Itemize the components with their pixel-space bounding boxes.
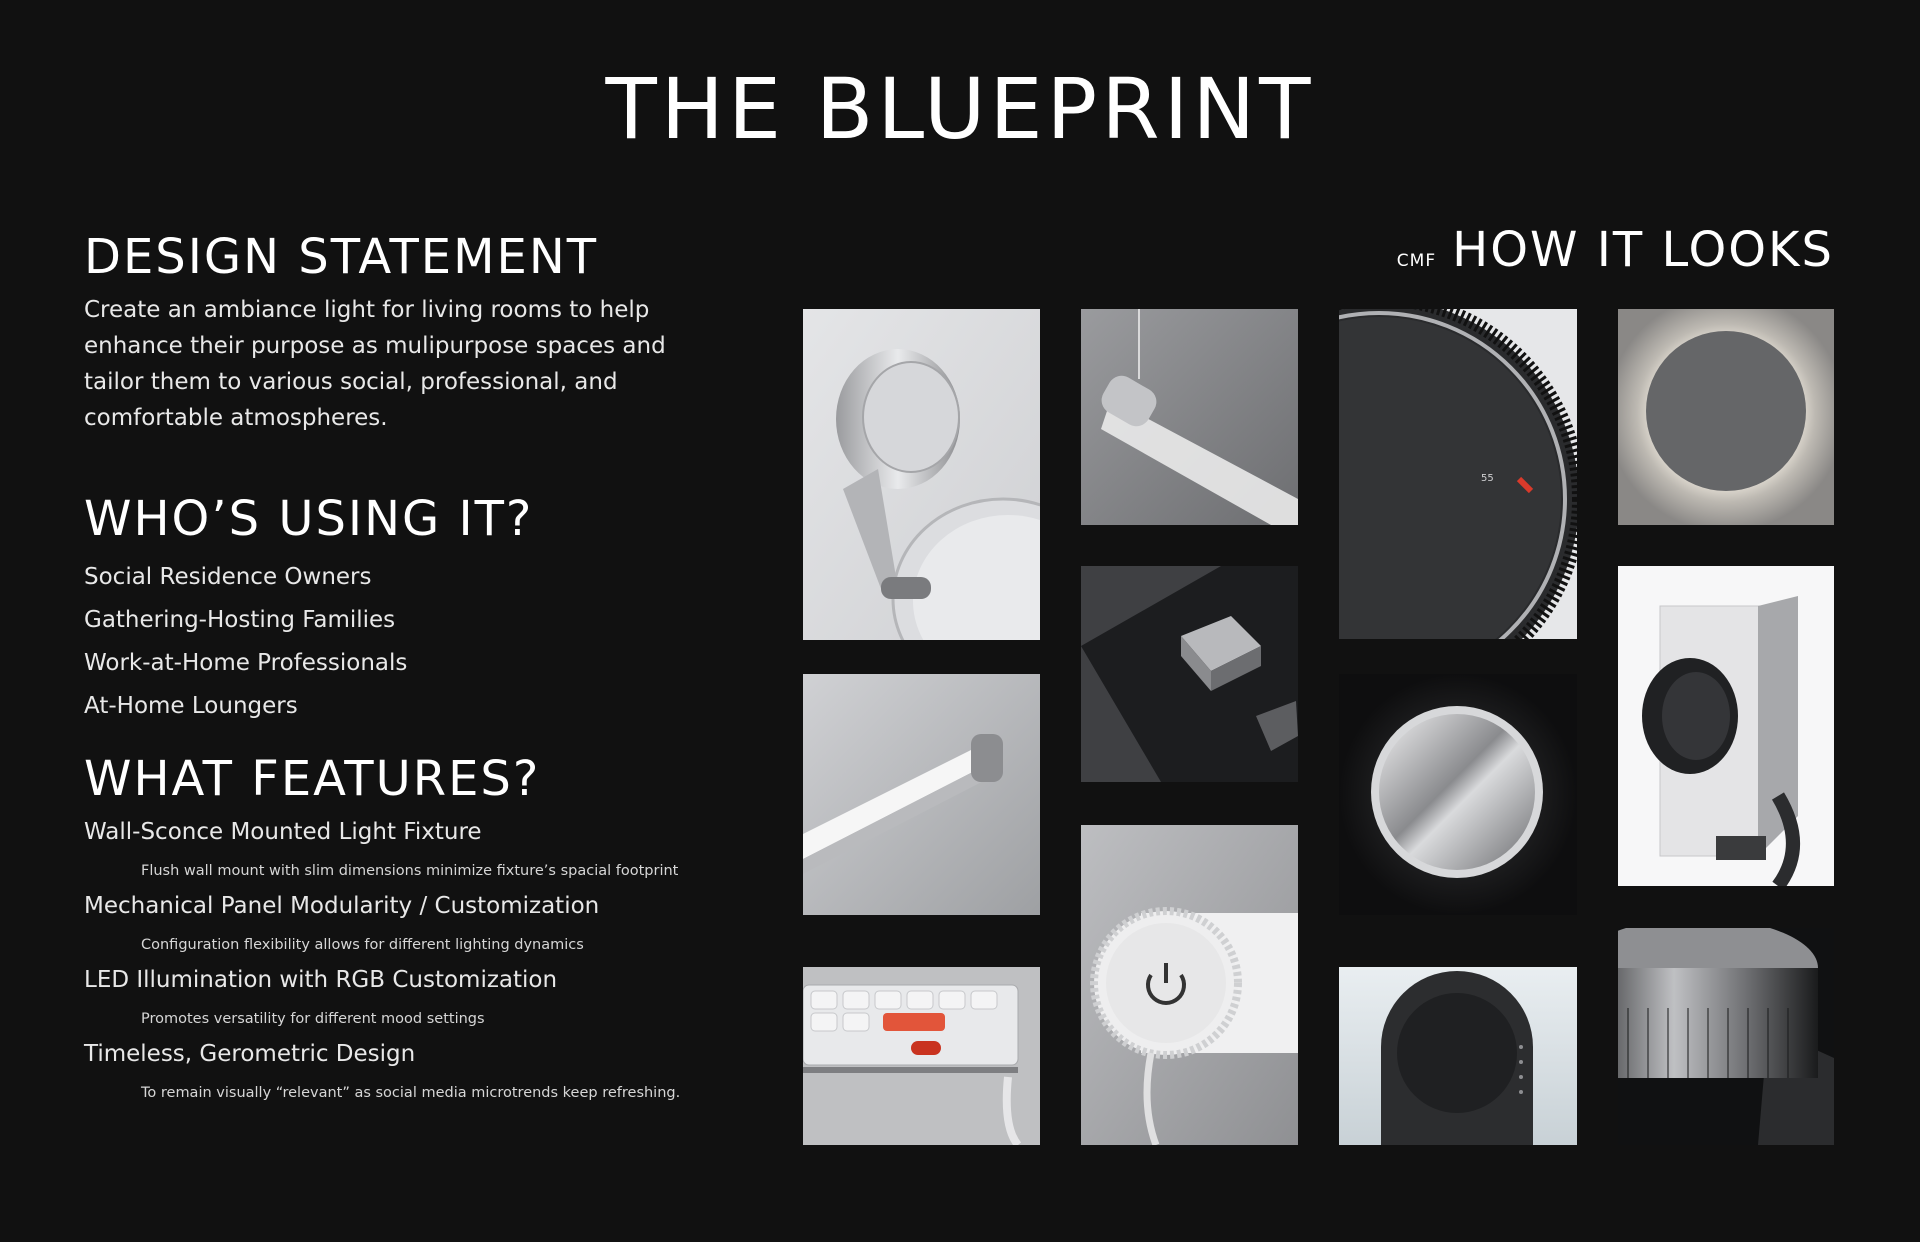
black-arch-speaker-image (1339, 967, 1577, 1145)
brushed-metal-knob-image (1339, 674, 1577, 915)
users-list (84, 556, 533, 728)
user-item: Work-at-Home Professionals (84, 650, 408, 676)
halo-wall-disc-image (1618, 309, 1834, 525)
user-item: Gathering-Hosting Families (84, 607, 396, 633)
user-item: At-Home Loungers (84, 693, 298, 719)
wall-light-bar-image (803, 674, 1040, 915)
white-wall-mount-image (1618, 566, 1834, 886)
feature-label: LED Illumination with RGB Customization (84, 967, 558, 993)
knurled-knob-closeup-image (1618, 928, 1834, 1145)
design-statement-heading: DESIGN STATEMENT (84, 229, 599, 285)
feature-description: Promotes versatility for different mood settings (141, 1011, 485, 1027)
page-title: THE BLUEPRINT (605, 60, 1315, 158)
black-dial-ring-image (1339, 309, 1577, 639)
feature-description: Configuration flexibility allows for different lighting dynamics (141, 937, 584, 953)
features-heading: WHAT FEATURES? (84, 751, 541, 807)
feature-label: Mechanical Panel Modularity / Customization (84, 893, 600, 919)
light-rod-pendant-image (1081, 309, 1298, 525)
user-item: Social Residence Owners (84, 564, 372, 590)
feature-label: Timeless, Gerometric Design (84, 1041, 416, 1067)
cmf-tag: CMF (1396, 251, 1437, 271)
power-button-knob-image (1081, 825, 1298, 1145)
features-list (84, 814, 680, 1104)
feature-description: Flush wall mount with slim dimensions minimize fixture’s spacial footprint (141, 863, 679, 879)
orange-keyboard-image (803, 967, 1040, 1145)
design-statement-text: Create an ambiance light for living rooms to help enhance their purpose as mulipurpose spaces and tailor them to various social, professional, and comfortable atmospheres. (84, 297, 666, 431)
feature-label: Wall-Sconce Mounted Light Fixture (84, 819, 482, 845)
design-statement-section (84, 228, 724, 436)
dial-label: 55 (1481, 473, 1494, 484)
cmf-header (1397, 222, 1834, 278)
mechanical-key-image (1081, 566, 1298, 782)
metal-arm-lamp-image (803, 309, 1040, 640)
users-section (84, 490, 533, 728)
cmf-heading: HOW IT LOOKS (1452, 222, 1834, 278)
features-section (84, 750, 680, 1104)
feature-description: To remain visually “relevant” as social media microtrends keep refreshing. (141, 1085, 681, 1101)
users-heading: WHO’S USING IT? (84, 491, 534, 547)
